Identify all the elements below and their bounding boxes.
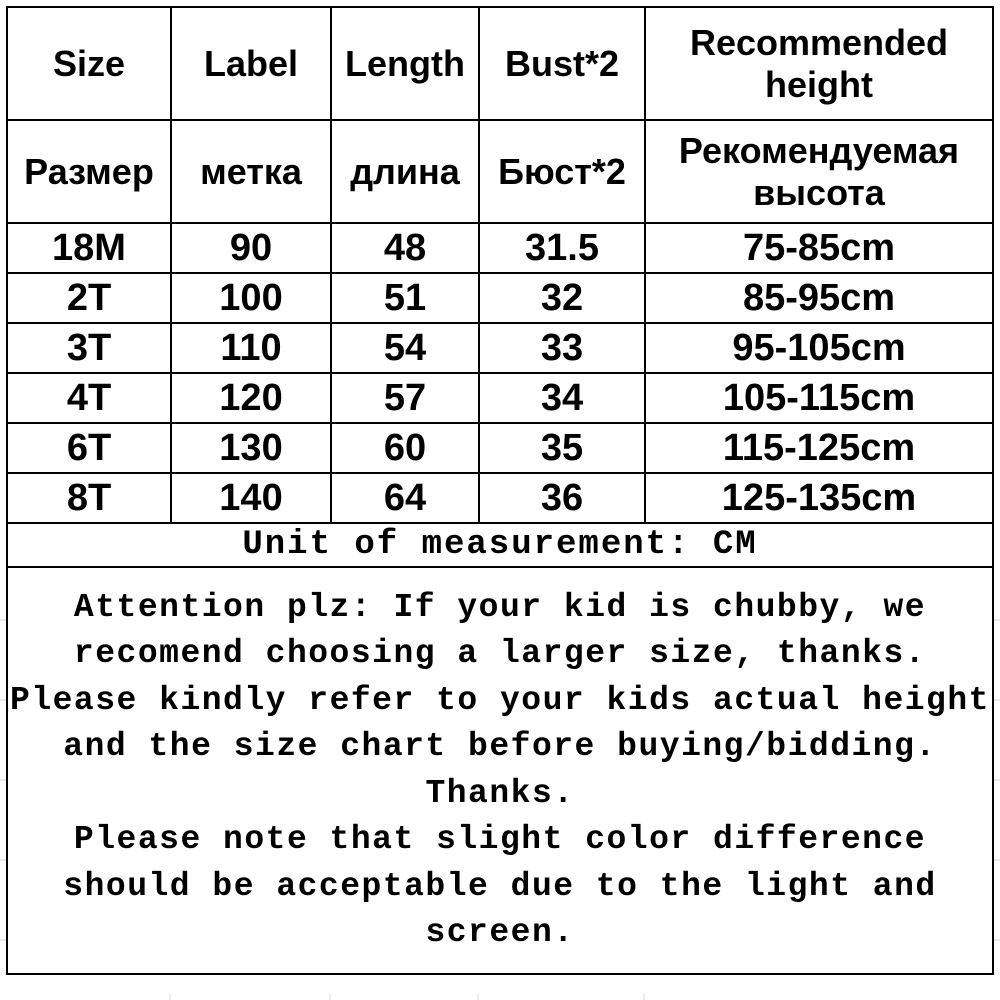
size-table <box>6 6 994 975</box>
table-row <box>7 423 993 473</box>
note-line: and the size chart before buying/bidding. <box>63 728 937 765</box>
note-line: Please note that slight color difference <box>73 821 927 858</box>
cell-bust: 36 <box>479 473 645 523</box>
cell-length: 64 <box>331 473 479 523</box>
table-row <box>7 223 993 273</box>
cell-length: 57 <box>331 373 479 423</box>
note-line: Thanks. <box>425 774 575 812</box>
notes-row <box>7 567 993 974</box>
note-line: screen. <box>425 914 575 951</box>
cell-height: 85-95cm <box>645 273 993 323</box>
header-label-ru: метка <box>171 120 331 223</box>
cell-length: 51 <box>331 273 479 323</box>
header-bust-ru: Бюст*2 <box>479 120 645 223</box>
cell-bust: 34 <box>479 373 645 423</box>
cell-label: 110 <box>171 323 331 373</box>
header-size: Size <box>7 7 171 120</box>
cell-bust: 33 <box>479 323 645 373</box>
cell-size: 2T <box>7 273 171 323</box>
cell-length: 60 <box>331 423 479 473</box>
cell-bust: 31.5 <box>479 223 645 273</box>
cell-height: 95-105cm <box>645 323 993 373</box>
header-length: Length <box>331 7 479 120</box>
cell-size: 8T <box>7 473 171 523</box>
header-row-english <box>7 7 993 120</box>
note-line: recomend choosing a larger size, thanks. <box>73 635 927 672</box>
header-bust: Bust*2 <box>479 7 645 120</box>
cell-size: 18M <box>7 223 171 273</box>
table-row <box>7 473 993 523</box>
header-recommended-height-ru-text: Рекомендуемая высота <box>678 129 960 213</box>
cell-label: 90 <box>171 223 331 273</box>
cell-bust: 35 <box>479 423 645 473</box>
unit-row <box>7 523 993 567</box>
header-recommended-height-text: Recommended height <box>689 21 949 105</box>
table-row <box>7 323 993 373</box>
cell-bust: 32 <box>479 273 645 323</box>
table-row <box>7 273 993 323</box>
note-line: Attention plz: If your kid is chubby, we <box>73 588 927 626</box>
size-chart <box>6 6 992 994</box>
attention-notes <box>7 567 993 974</box>
cell-label: 120 <box>171 373 331 423</box>
cell-size: 3T <box>7 323 171 373</box>
table-row <box>7 373 993 423</box>
cell-height: 125-135cm <box>645 473 993 523</box>
header-row-russian <box>7 120 993 223</box>
cell-label: 100 <box>171 273 331 323</box>
cell-height: 75-85cm <box>645 223 993 273</box>
cell-height: 105-115cm <box>645 373 993 423</box>
header-size-ru: Размер <box>7 120 171 223</box>
header-recommended-height-ru <box>645 120 993 223</box>
note-line: should be acceptable due to the light and <box>63 867 937 905</box>
header-length-ru: длина <box>331 120 479 223</box>
unit-of-measurement: Unit of measurement: CM <box>7 523 993 567</box>
header-label: Label <box>171 7 331 120</box>
cell-size: 6T <box>7 423 171 473</box>
cell-label: 130 <box>171 423 331 473</box>
cell-height: 115-125cm <box>645 423 993 473</box>
cell-label: 140 <box>171 473 331 523</box>
header-recommended-height <box>645 7 993 120</box>
cell-length: 54 <box>331 323 479 373</box>
note-line: Please kindly refer to your kids actual height <box>10 681 990 719</box>
cell-size: 4T <box>7 373 171 423</box>
cell-length: 48 <box>331 223 479 273</box>
